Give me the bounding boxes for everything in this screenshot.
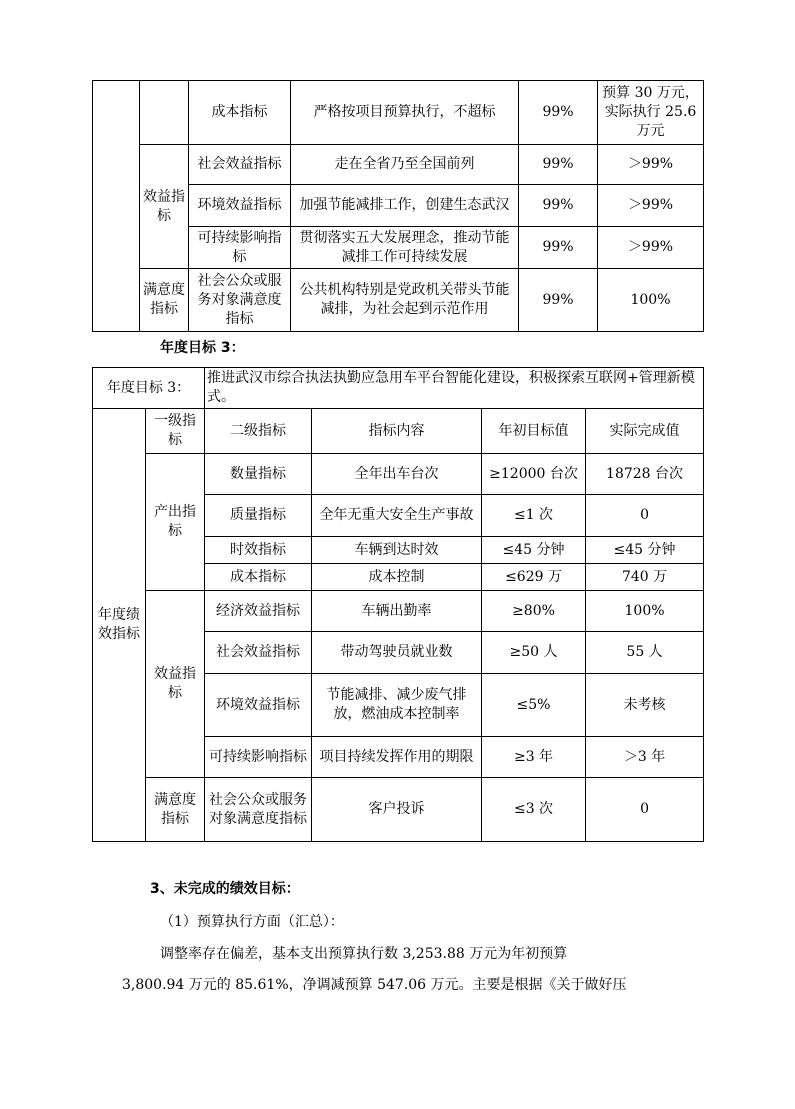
table-row: [93, 81, 704, 145]
target-value-cell: ≤3 次: [482, 778, 586, 842]
secondary-indicator-cell: 可持续影响指标: [189, 227, 291, 269]
indicator-content-cell: 加强节能减排工作，创建生态武汉: [291, 185, 519, 227]
column-header: 二级指标: [205, 409, 312, 454]
secondary-indicator-cell: 可持续影响指标: [205, 737, 312, 778]
secondary-indicator-cell: 经济效益指标: [205, 591, 312, 632]
target-value-cell: ≥50 人: [482, 632, 586, 674]
indicator-content-cell: 成本控制: [312, 564, 482, 591]
column-header: 一级指标: [146, 409, 205, 454]
primary-indicator-cell: 效益指标: [140, 145, 189, 269]
blank-cell: [93, 81, 140, 332]
indicator-content-cell: 车辆到达时效: [312, 537, 482, 564]
secondary-indicator-cell: 社会公众或服务对象满意度指标: [189, 269, 291, 332]
secondary-indicator-cell: 环境效益指标: [205, 674, 312, 737]
actual-value-cell: 100%: [586, 591, 704, 632]
table-row: [93, 454, 704, 495]
indicator-content-cell: 车辆出勤率: [312, 591, 482, 632]
actual-value-cell: ＞99%: [598, 145, 704, 185]
actual-value-cell: 未考核: [586, 674, 704, 737]
indicator-content-cell: 公共机构特别是党政机关带头节能减排，为社会起到示范作用: [291, 269, 519, 332]
target-value-cell: ≤45 分钟: [482, 537, 586, 564]
annual-goal-3-table: [92, 367, 704, 842]
target-value-cell: ≥3 年: [482, 737, 586, 778]
target-value-cell: ≤629 万: [482, 564, 586, 591]
secondary-indicator-cell: 时效指标: [205, 537, 312, 564]
table-row: [93, 269, 704, 332]
secondary-indicator-cell: 数量指标: [205, 454, 312, 495]
actual-value-cell: ＞99%: [598, 227, 704, 269]
secondary-indicator-cell: 社会公众或服务对象满意度指标: [205, 778, 312, 842]
paragraph-line: 3,800.94 万元的 85.61%，净调减预算 547.06 万元。主要是根据《关于做好压: [122, 977, 627, 993]
paragraph-line: 调整率存在偏差，基本支出预算执行数 3,253.88 万元为年初预算: [160, 946, 568, 962]
indicator-content-cell: 客户投诉: [312, 778, 482, 842]
indicator-table-continued: [92, 80, 704, 332]
table-row: [93, 368, 704, 409]
secondary-indicator-cell: 质量指标: [205, 495, 312, 537]
indicator-content-cell: 严格按项目预算执行，不超标: [291, 81, 519, 145]
target-value-cell: 99%: [519, 269, 598, 332]
primary-indicator-cell: 产出指标: [146, 454, 205, 591]
column-header: 年初目标值: [482, 409, 586, 454]
goal-text-cell: 推进武汉市综合执法执勤应急用车平台智能化建设，积极探索互联网+管理新模式。: [205, 368, 704, 409]
primary-indicator-cell: 满意度指标: [140, 269, 189, 332]
secondary-indicator-cell: 成本指标: [189, 81, 291, 145]
indicator-content-cell: 贯彻落实五大发展理念，推动节能减排工作可持续发展: [291, 227, 519, 269]
column-header: 指标内容: [312, 409, 482, 454]
target-value-cell: ≤1 次: [482, 495, 586, 537]
target-value-cell: ≤5%: [482, 674, 586, 737]
actual-value-cell: ≤45 分钟: [586, 537, 704, 564]
target-value-cell: 99%: [519, 145, 598, 185]
primary-indicator-cell: 效益指标: [146, 591, 205, 778]
actual-value-cell: 0: [586, 495, 704, 537]
table-row: [93, 591, 704, 632]
blank-cell: [140, 81, 189, 145]
actual-value-cell: 0: [586, 778, 704, 842]
paragraph-budget-heading: （1）预算执行方面（汇总）：: [160, 914, 344, 930]
primary-indicator-cell: 满意度指标: [146, 778, 205, 842]
secondary-indicator-cell: 社会效益指标: [205, 632, 312, 674]
indicator-content-cell: 全年无重大安全生产事故: [312, 495, 482, 537]
goal-label-cell: 年度目标 3：: [93, 368, 205, 409]
target-value-cell: 99%: [519, 227, 598, 269]
target-value-cell: 99%: [519, 81, 598, 145]
secondary-indicator-cell: 环境效益指标: [189, 185, 291, 227]
indicator-content-cell: 项目持续发挥作用的期限: [312, 737, 482, 778]
actual-value-cell: 预算 30 万元，实际执行 25.6 万元: [598, 81, 704, 145]
actual-value-cell: ＞99%: [598, 185, 704, 227]
table-header-row: [93, 409, 704, 454]
table-row: [93, 145, 704, 185]
actual-value-cell: 100%: [598, 269, 704, 332]
actual-value-cell: 18728 台次: [586, 454, 704, 495]
goal-3-heading: 年度目标 3：: [160, 340, 245, 356]
target-value-cell: 99%: [519, 185, 598, 227]
table-row: [93, 778, 704, 842]
secondary-indicator-cell: 社会效益指标: [189, 145, 291, 185]
annual-performance-label: 年度绩效指标: [93, 409, 146, 842]
secondary-indicator-cell: 成本指标: [205, 564, 312, 591]
actual-value-cell: ＞3 年: [586, 737, 704, 778]
indicator-content-cell: 走在全省乃至全国前列: [291, 145, 519, 185]
indicator-content-cell: 带动驾驶员就业数: [312, 632, 482, 674]
actual-value-cell: 740 万: [586, 564, 704, 591]
target-value-cell: ≥12000 台次: [482, 454, 586, 495]
indicator-content-cell: 节能减排、减少废气排放，燃油成本控制率: [312, 674, 482, 737]
indicator-content-cell: 全年出车台次: [312, 454, 482, 495]
target-value-cell: ≥80%: [482, 591, 586, 632]
section-3-heading: 3、未完成的绩效目标：: [150, 881, 300, 897]
column-header: 实际完成值: [586, 409, 704, 454]
actual-value-cell: 55 人: [586, 632, 704, 674]
